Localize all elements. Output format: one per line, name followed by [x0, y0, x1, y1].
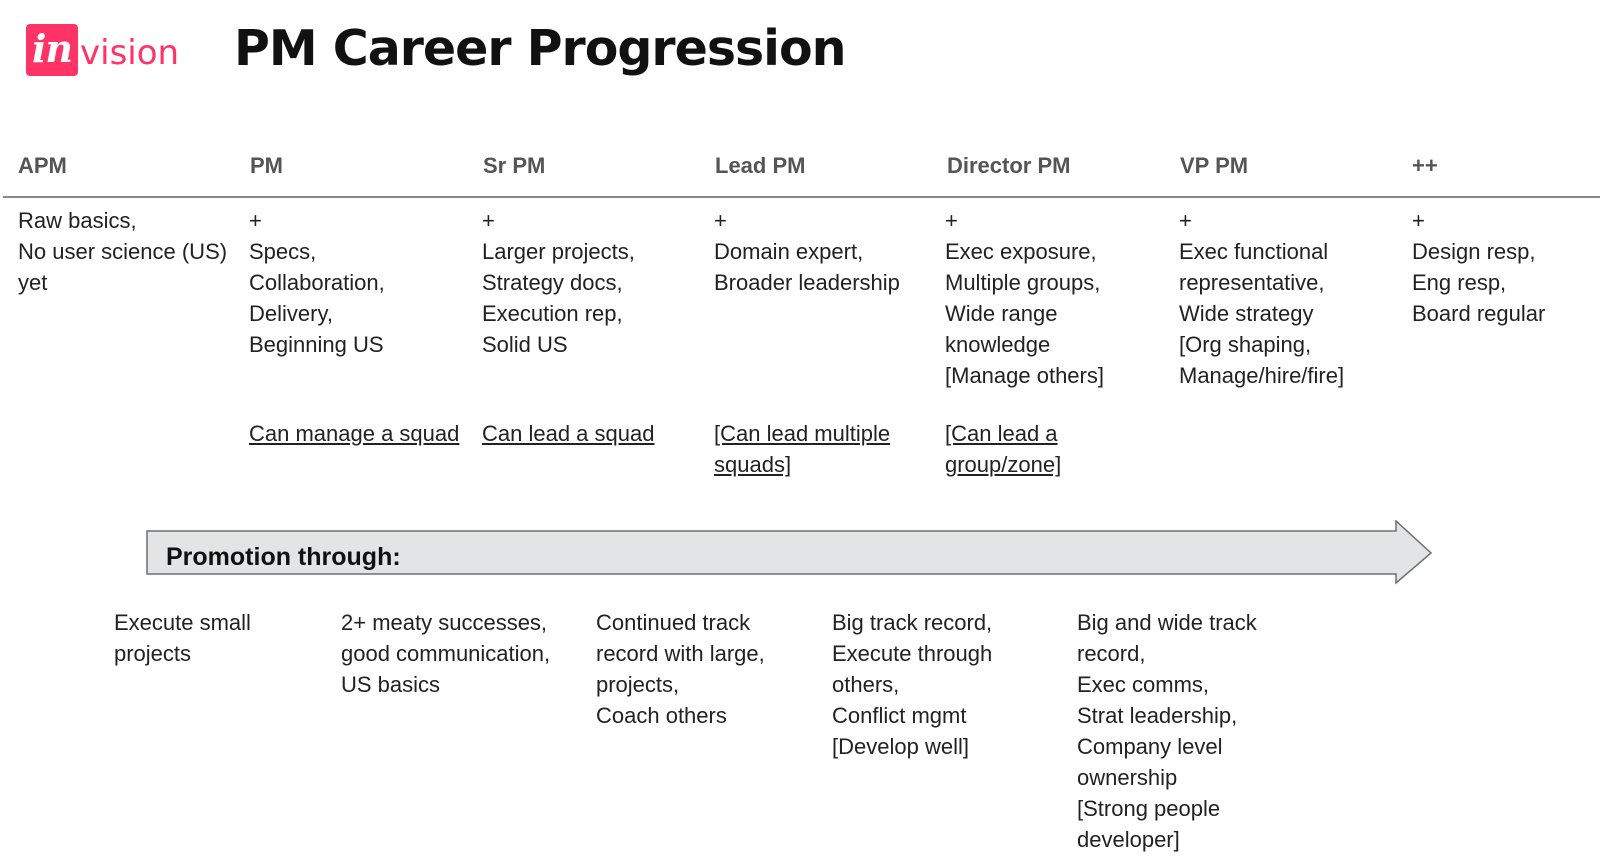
level-header-vp-pm: VP PM [1180, 153, 1249, 178]
promotion-criteria-sr-pm: Continued track record with large, projects, Coach others [596, 610, 765, 728]
squad-link-pm[interactable]: Can manage a squad [249, 421, 460, 446]
level-description-pm: + Specs, Collaboration, Delivery, Beginning US [249, 208, 385, 357]
level-header-sr-pm: Sr PM [483, 153, 546, 178]
level-description-director-pm: + Exec exposure, Multiple groups, Wide range knowledge [Manage others] [945, 208, 1104, 388]
logo-in-text: in [32, 26, 73, 71]
level-header-director-pm: Director PM [947, 153, 1071, 178]
header-divider [3, 196, 1600, 198]
squad-link-lead-pm[interactable]: [Can lead multiple squads] [714, 421, 891, 477]
level-header-lead-pm: Lead PM [715, 153, 806, 178]
level-header-apm: APM [18, 153, 67, 178]
level-header-pm: PM [250, 153, 283, 178]
squad-link-sr-pm[interactable]: Can lead a squad [482, 421, 655, 446]
promotion-criteria-apm: Execute small projects [114, 610, 251, 666]
squad-link-director-pm[interactable]: [Can lead a group/zone] [945, 421, 1062, 477]
invision-logo [26, 24, 216, 78]
level-header-plus-plus: ++ [1412, 153, 1438, 178]
page-title: PM Career Progression [234, 20, 846, 77]
level-description-apm: Raw basics, No user science (US) yet [18, 208, 228, 295]
logo-vision-text: vision [80, 33, 180, 73]
promotion-criteria-lead-pm: Big track record, Execute through others, Conflict mgmt [Develop well] [832, 610, 993, 759]
promotion-criteria-director-pm: Big and wide track record, Exec comms, Strat leadership, Company level ownership [Strong people developer] [1077, 610, 1257, 852]
level-description-lead-pm: + Domain expert, Broader leadership [714, 208, 900, 295]
promotion-criteria-pm: 2+ meaty successes, good communication, US basics [341, 610, 551, 697]
level-description-plus-plus: + Design resp, Eng resp, Board regular [1412, 208, 1546, 326]
level-description-sr-pm: + Larger projects, Strategy docs, Execution rep, Solid US [482, 208, 635, 357]
promotion-label: Promotion through: [166, 543, 401, 571]
level-description-vp-pm: + Exec functional representative, Wide strategy [Org shaping, Manage/hire/fire] [1179, 208, 1345, 388]
